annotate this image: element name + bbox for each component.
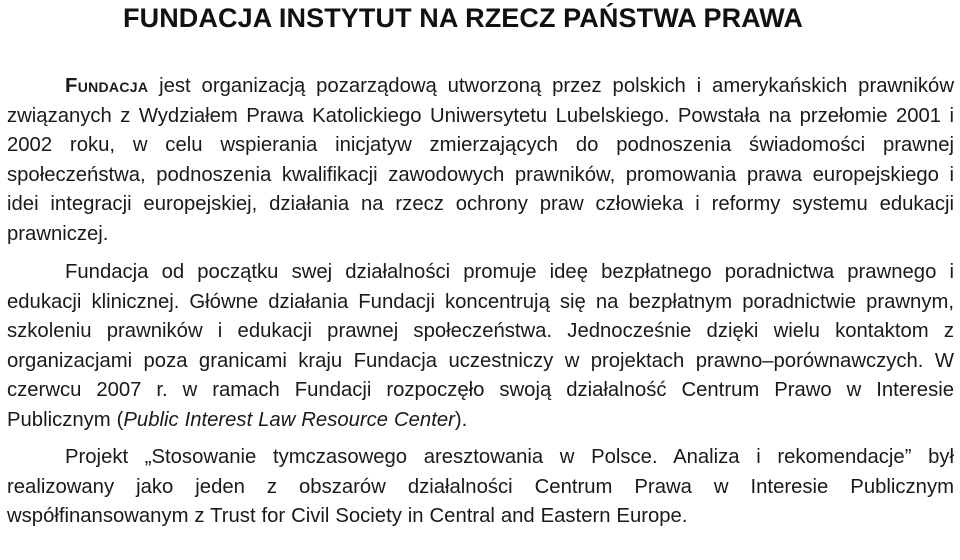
paragraph-intro-lead: Fundacja [65, 75, 149, 97]
paragraph-activities-text: Fundacja od początku swej działalności promuje ideę bezpłatnego poradnictwa prawnego i edukacji klinicznej. Główne działania Fundacji koncentrują się na bezpłatnym poradnictwie prawnym, szkoleniu prawników i edukacji prawnej społeczeństwa. Jednocześnie dzięki wielu kontaktom z organizacjami poza granicami kraju Fundacja uczestniczy w projektach prawno–porównawczych. W czerwcu 2007 r. w ramach Fundacji rozpoczęło swoją działalność Centrum Prawo w Interesie Publicznym ( [7, 261, 954, 431]
paragraph-activities-italic: Public Interest Law Resource Center [123, 408, 455, 431]
paragraph-project-text: Projekt „Stosowanie tymczasowego aresztowania w Polsce. Analiza i rekomendacje” był realizowany jako jeden z obszarów działalności Centrum Prawa w Interesie Publicznym współfinansowanym z Trust for Civil Society in Central and Eastern Europe. [7, 446, 954, 527]
paragraph-activities [7, 258, 954, 435]
paragraph-project [7, 443, 954, 532]
paragraph-activities-tail: ). [454, 408, 468, 431]
paragraph-intro [7, 72, 954, 249]
document-title: FUNDACJA INSTYTUT NA RZECZ PAŃSTWA PRAWA [123, 3, 803, 33]
paragraph-intro-text: jest organizacją pozarządową utworzoną przez polskich i amerykańskich prawników związanych z Wydziałem Prawa Katolickiego Uniwersytetu Lubelskiego. Powstała na przełomie 2001 i 2002 roku, w celu wspierania inicjatyw zmierzających do podnoszenia świadomości prawnej społeczeństwa, podnoszenia kwalifikacji zawodowych prawników, promowania prawa europejskiego i idei integracji europejskiej, działania na rzecz ochrony praw człowieka i reformy systemu edukacji prawniczej. [7, 75, 954, 245]
